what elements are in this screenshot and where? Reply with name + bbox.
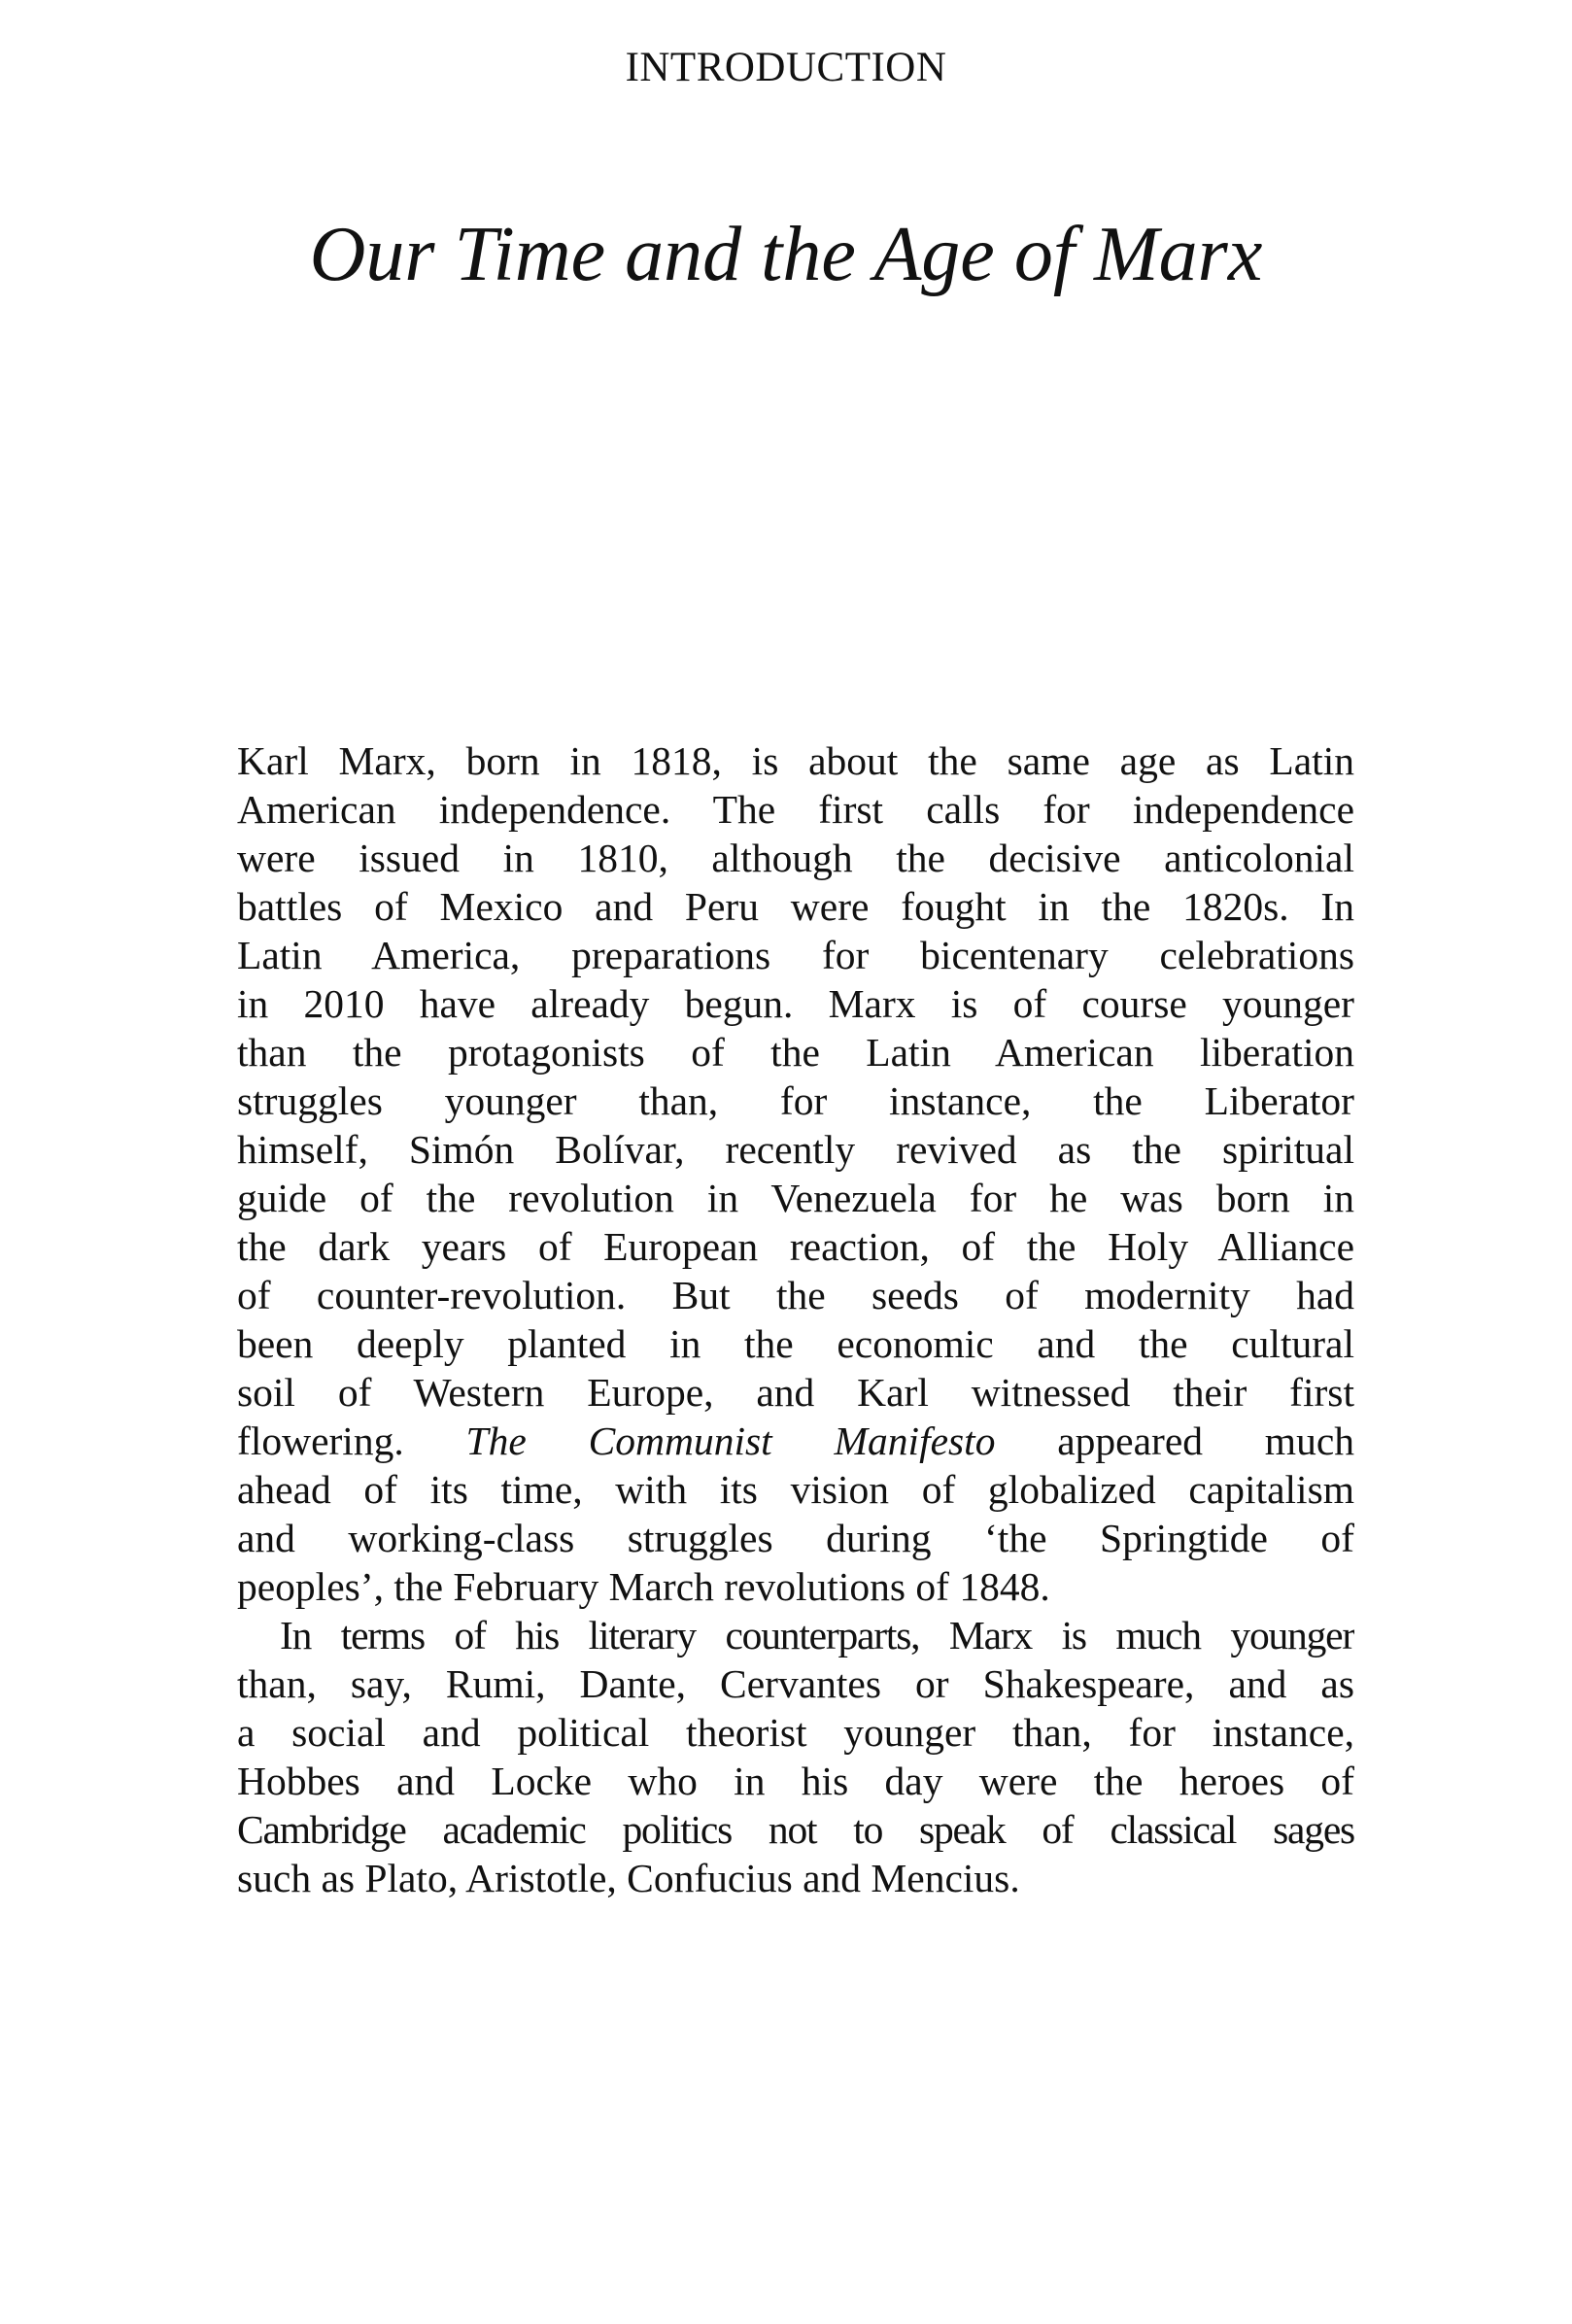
text-line: were issued in 1810, although the decisive anticolonial <box>237 836 1354 880</box>
chapter-title: Our Time and the Age of Marx <box>309 212 1263 297</box>
text-line: in 2010 have already begun. Marx is of course younger <box>237 981 1354 1026</box>
text-line <box>237 1417 1354 1465</box>
line-pre-text: flowering. <box>237 1418 466 1463</box>
text-line: such as Plato, Aristotle, Confucius and Mencius. <box>237 1856 1020 1900</box>
text-line: guide of the revolution in Venezuela for he was born in <box>237 1176 1354 1220</box>
text-line: a social and political theorist younger than, for instance, <box>237 1710 1354 1755</box>
text-line: been deeply planted in the economic and the cultural <box>237 1321 1354 1366</box>
text-line: peoples’, the February March revolutions of 1848. <box>237 1564 1050 1609</box>
text-line: the dark years of European reaction, of the Holy Alliance <box>237 1224 1354 1269</box>
text-line: himself, Simón Bolívar, recently revived as the spiritual <box>237 1127 1354 1172</box>
text-line: American independence. The first calls for independence <box>237 787 1354 832</box>
text-line: soil of Western Europe, and Karl witnessed their first <box>237 1370 1354 1415</box>
text-line: Cambridge academic politics not to speak of classical sages <box>237 1807 1354 1852</box>
running-head: INTRODUCTION <box>625 45 947 90</box>
text-line: ahead of its time, with its vision of globalized capitalism <box>237 1467 1354 1512</box>
text-line: Latin America, preparations for bicentenary celebrations <box>237 933 1354 977</box>
text-line: struggles younger than, for instance, the Liberator <box>237 1078 1354 1123</box>
line-post-text: appeared much <box>995 1418 1354 1463</box>
text-line: In terms of his literary counterparts, Marx is much younger <box>280 1613 1354 1658</box>
body-text <box>237 736 1354 1902</box>
book-title-italic: The Communist Manifesto <box>465 1418 996 1463</box>
text-line: Karl Marx, born in 1818, is about the same age as Latin <box>237 738 1354 783</box>
text-line: of counter-revolution. But the seeds of modernity had <box>237 1273 1354 1317</box>
text-line: Hobbes and Locke who in his day were the heroes of <box>237 1759 1354 1803</box>
text-line: than the protagonists of the Latin American liberation <box>237 1030 1354 1075</box>
text-line: than, say, Rumi, Dante, Cervantes or Shakespeare, and as <box>237 1661 1354 1706</box>
text-line: and working-class struggles during ‘the Springtide of <box>237 1516 1354 1560</box>
text-line: battles of Mexico and Peru were fought in the 1820s. In <box>237 884 1354 929</box>
